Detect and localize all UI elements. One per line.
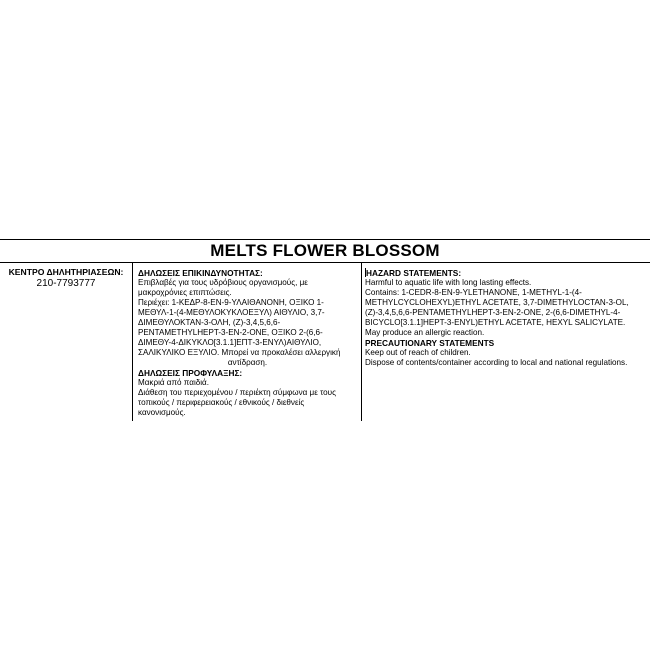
poison-center-phone: 210-7793777 [36,278,96,289]
english-hazard-heading: HAZARD STATEMENTS: [366,268,462,278]
greek-hazard-line: ΔΙΜΕΘΥΛΟΚΤΑΝ-3-ΟΛΗ, (Ζ)-3,4,5,6,6- [138,318,281,327]
poison-center-label: ΚΕΝΤΡΟ ΔΗΛΗΤΗΡΙΑΣΕΩΝ: [8,267,124,277]
greek-hazard-line: ΣΑΛΙΚΥΛΙΚΟ ΕΞΥΛΙΟ. Μπορεί να προκαλέσει αλλεργική [138,348,341,357]
product-title: MELTS FLOWER BLOSSOM [210,241,440,260]
english-precaution-line: Keep out of reach of children. [365,348,471,357]
english-hazard-line: (Z)-3,4,5,6,6-PENTAMETHYLHEPT-3-EN-2-ONE, 2-(6,6-DIMETHYL-4- [365,308,621,317]
product-label [0,239,650,421]
english-statements-column [362,263,650,421]
english-precaution-heading: PRECAUTIONARY STATEMENTS [365,338,495,348]
greek-hazard-line: ΜΕΘΥΛ-1-(4-ΜΕΘΥΛΟΚΥΚΛΟΕΞΥΛ) ΑΙΘΥΛΙΟ, 3,7- [138,308,325,317]
greek-hazard-line: Περιέχει: 1-ΚΕΔΡ-8-ΕΝ-9-ΥΛΑΙΘΑΝΟΝΗ, ΟΞΙΚΟ 1- [138,298,324,307]
greek-statements-column [132,263,362,421]
greek-precaution-line: Διάθεση του περιεχομένου / περιέκτη σύμφωνα με τους [138,388,336,397]
greek-precaution-heading: ΔΗΛΩΣΕΙΣ ΠΡΟΦΥΛΑΞΗΣ: [138,368,243,378]
english-hazard-line: METHYLCYCLOHEXYL)ETHYL ACETATE, 3,7-DIMETHYLOCTAN-3-OL, [365,298,629,307]
english-hazard-line: May produce an allergic reaction. [365,328,485,337]
english-hazard-line: Contains: 1-CEDR-8-EN-9-YLETHANONE, 1-METHYL-1-(4- [365,288,582,297]
english-hazard-heading-row [365,268,650,278]
english-precaution-line: Dispose of contents/container according to local and national regulations. [365,358,628,367]
english-hazard-line: Harmful to aquatic life with long lasting effects. [365,278,532,287]
greek-hazard-heading: ΔΗΛΩΣΕΙΣ ΕΠΙΚΙΝΔΥΝΟΤΗΤΑΣ: [138,268,263,278]
poison-center-column [0,263,132,421]
greek-precaution-line: κανονισμούς. [138,408,186,417]
greek-precaution-line: Μακριά από παιδιά. [138,378,209,387]
title-row [0,239,650,263]
greek-hazard-line: αντίδραση. [227,358,268,367]
english-hazard-line: BICYCLO[3.1.1]HEPT-3-ENYL)ETHYL ACETATE, HEXYL SALICYLATE. [365,318,626,327]
greek-hazard-line: Επιβλαβές για τους υδρόβιους οργανισμούς, με [138,278,308,287]
greek-hazard-line: PENTAMETHYLHEPT-3-EN-2-ONE, ΟΞΙΚΟ 2-(6,6- [138,328,323,337]
greek-hazard-line: ΔΙΜΕΘΥ-4-ΔΙΚΥΚΛΟ[3.1.1]ΕΠΤ-3-ΕΝΥΛ)ΑΙΘΥΛΙΟ, [138,338,322,347]
greek-hazard-line: μακροχρόνιες επιπτώσεις. [138,288,232,297]
greek-precaution-line: τοπικούς / περιφερειακούς / εθνικούς / διεθνείς [138,398,305,407]
